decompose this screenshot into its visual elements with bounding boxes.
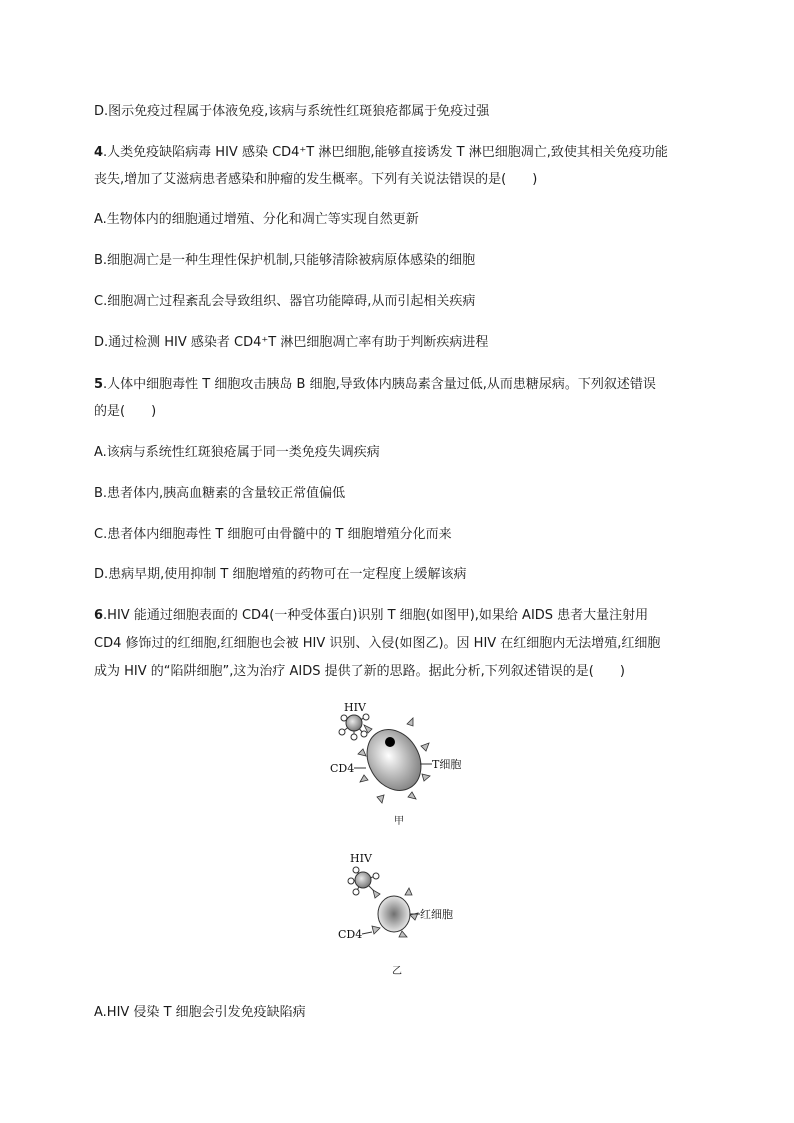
q6-stem-line1 bbox=[94, 608, 714, 624]
yi-cd4-label: CD4 bbox=[338, 928, 363, 941]
q5-stem-line2: 的是( ) bbox=[94, 404, 157, 419]
q6-stem-line2: CD4 修饰过的红细胞,红细胞也会被 HIV 识别、入侵(如图乙)。因 HIV 在红细胞内无法增殖,红细胞 bbox=[94, 636, 661, 651]
yi-rbc-label: 红细胞 bbox=[420, 908, 453, 921]
q5-option-d: D.患病早期,使用抑制 T 细胞增殖的药物可在一定程度上缓解该病 bbox=[94, 567, 467, 582]
jia-hiv-virus bbox=[339, 714, 369, 740]
yi-hiv-label: HIV bbox=[350, 852, 372, 865]
q6-stem-line3: 成为 HIV 的“陷阱细胞”,这为治疗 AIDS 提供了新的思路。据此分析,下列叙述错误的是( ) bbox=[94, 664, 625, 679]
q4-number: 4 bbox=[94, 145, 104, 160]
yi-red-blood-cell bbox=[378, 896, 410, 932]
figure-jia bbox=[320, 696, 480, 831]
q6-number: 6 bbox=[94, 608, 104, 623]
q4-stem-text1: .人类免疫缺陷病毒 HIV 感染 CD4⁺T 淋巴细胞,能够直接诱发 T 淋巴细胞凋亡,致使其相关免疫功能 bbox=[103, 145, 668, 160]
q6-stem-text1: .HIV 能通过细胞表面的 CD4(一种受体蛋白)识别 T 细胞(如图甲),如果给 AIDS 患者大量注射用 bbox=[103, 608, 649, 623]
q3-option-d: D.图示免疫过程属于体液免疫,该病与系统性红斑狼疮都属于免疫过强 bbox=[94, 104, 490, 119]
q5-number: 5 bbox=[94, 377, 104, 392]
q5-option-c: C.患者体内细胞毒性 T 细胞可由骨髓中的 T 细胞增殖分化而来 bbox=[94, 527, 452, 542]
jia-hiv-label: HIV bbox=[344, 701, 366, 714]
q4-option-a: A.生物体内的细胞通过增殖、分化和凋亡等实现自然更新 bbox=[94, 212, 419, 227]
q4-option-c: C.细胞凋亡过程紊乱会导致组织、器官功能障碍,从而引起相关疾病 bbox=[94, 294, 476, 309]
yi-caption: 乙 bbox=[392, 966, 402, 977]
jia-cd4-label: CD4 bbox=[330, 762, 355, 775]
q5-option-b: B.患者体内,胰高血糖素的含量较正常值偏低 bbox=[94, 486, 346, 501]
jia-tcell-label: T细胞 bbox=[432, 758, 462, 771]
q5-option-a: A.该病与系统性红斑狼疮属于同一类免疫失调疾病 bbox=[94, 445, 380, 460]
q5-stem-line1 bbox=[94, 377, 714, 393]
jia-caption: 甲 bbox=[394, 816, 404, 827]
q6-option-a: A.HIV 侵染 T 细胞会引发免疫缺陷病 bbox=[94, 1005, 306, 1020]
figure-yi bbox=[330, 846, 480, 978]
q4-stem-line1 bbox=[94, 145, 714, 161]
q4-option-b: B.细胞凋亡是一种生理性保护机制,只能够清除被病原体感染的细胞 bbox=[94, 253, 476, 268]
q4-option-d: D.通过检测 HIV 感染者 CD4⁺T 淋巴细胞凋亡率有助于判断疾病进程 bbox=[94, 335, 489, 350]
q4-stem-line2: 丧失,增加了艾滋病患者感染和肿瘤的发生概率。下列有关说法错误的是( ) bbox=[94, 172, 538, 187]
q5-stem-text1: .人体中细胞毒性 T 细胞攻击胰岛 B 细胞,导致体内胰岛素含量过低,从而患糖尿病。下列叙述错误 bbox=[103, 377, 656, 392]
